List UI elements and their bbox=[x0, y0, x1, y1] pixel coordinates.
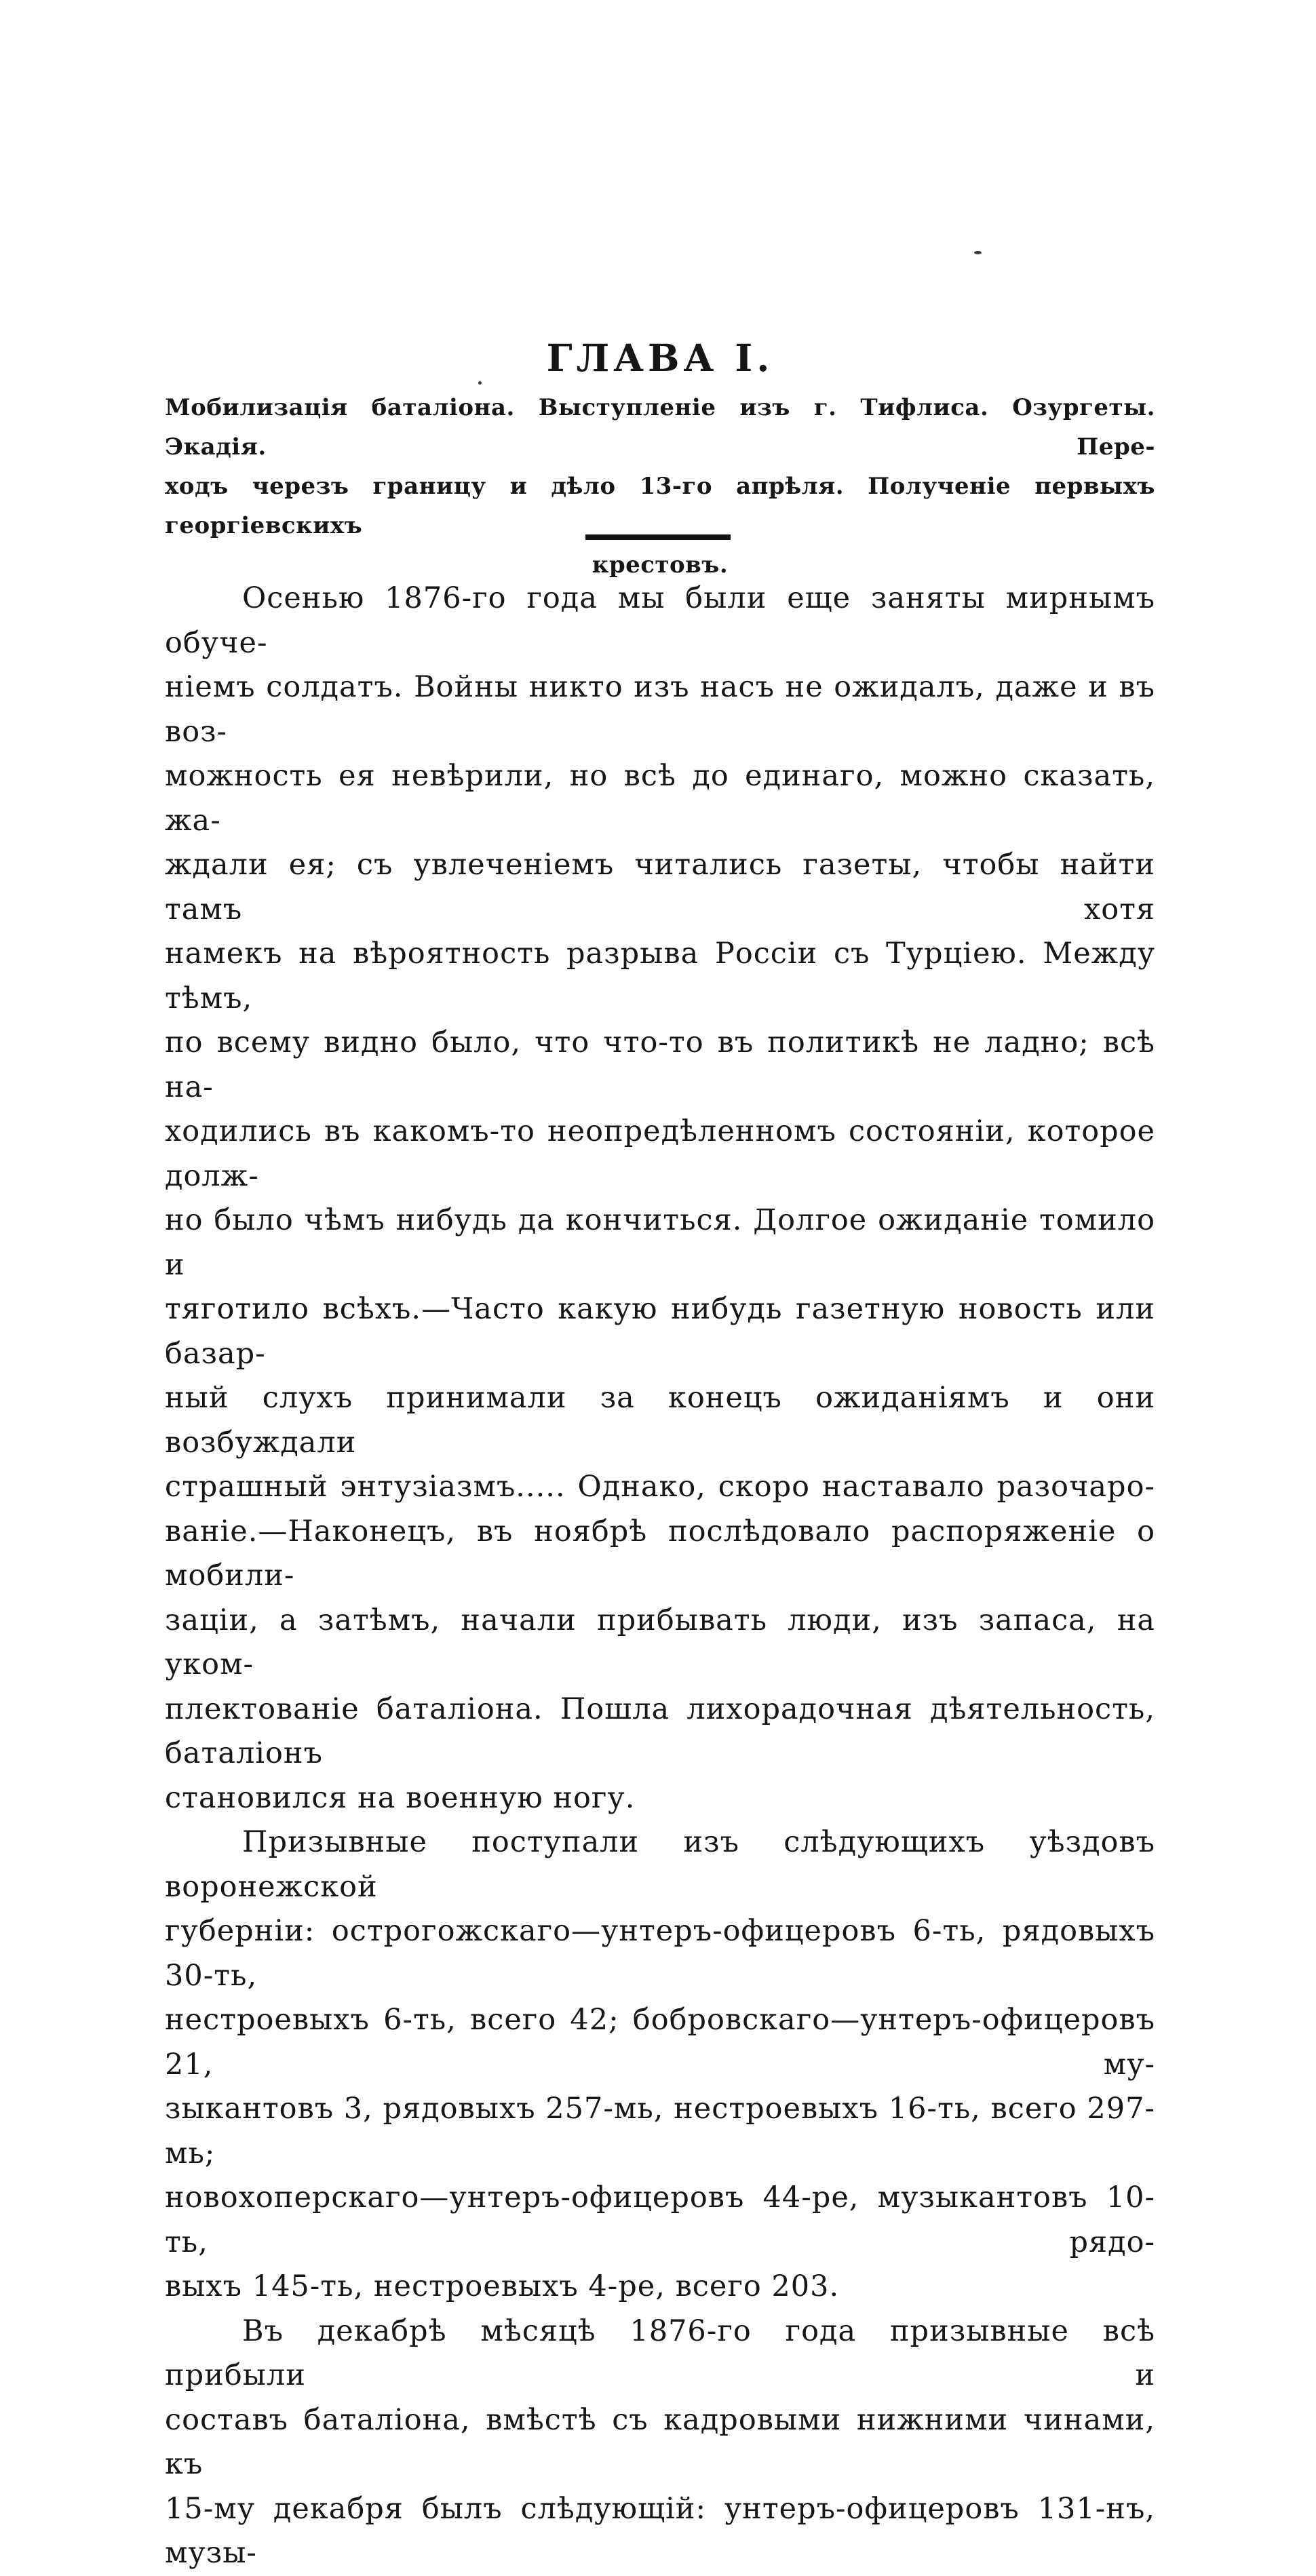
text-line: Осенью 1876-го года мы были еще заняты мирнымъ обуче- bbox=[165, 581, 1155, 660]
chapter-title: ГЛАВА I. bbox=[546, 336, 774, 380]
chapter-summary bbox=[165, 388, 1155, 585]
text-line: зыкантовъ 3, рядовыхъ 257-мь, нестроевыхъ 16-ть, всего 297-мь; bbox=[165, 2092, 1155, 2170]
text-line: Призывные поступали изъ слѣдующихъ уѣздовъ воронежской bbox=[165, 1825, 1155, 1904]
paragraph bbox=[165, 577, 1155, 1820]
summary-line: крестовъ. bbox=[592, 551, 729, 579]
section-divider-rule bbox=[585, 534, 731, 540]
text-line: но было чѣмъ нибудь да кончиться. Долгое ожиданіе томило и bbox=[165, 1203, 1155, 1282]
paragraph bbox=[165, 2309, 1155, 2576]
text-line: составъ баталіона, вмѣстѣ съ кадровыми нижними чинами, къ bbox=[165, 2402, 1155, 2481]
summary-line: ходъ черезъ границу и дѣло 13-го апрѣля. Полученіе первыхъ георгіевскихъ bbox=[165, 473, 1155, 539]
text-line: страшный энтузіазмъ..... Однако, скоро наставало разочаро- bbox=[165, 1470, 1155, 1504]
text-line: по всему видно было, что что-то въ политикѣ не ладно; всѣ на- bbox=[165, 1026, 1155, 1104]
scan-speck bbox=[974, 251, 982, 254]
text-line: можность ея невѣрили, но всѣ до единаго, можно сказать, жа- bbox=[165, 759, 1155, 838]
text-line: заціи, а затѣмъ, начали прибывать люди, изъ запаса, на уком- bbox=[165, 1603, 1155, 1681]
text-line: становился на военную ногу. bbox=[165, 1780, 636, 1815]
text-line: ніемъ солдатъ. Войны никто изъ насъ не ожидалъ, даже и въ воз- bbox=[165, 670, 1155, 749]
text-line: выхъ 145-ть, нестроевыхъ 4-ре, всего 203. bbox=[165, 2269, 840, 2303]
body-text bbox=[165, 577, 1155, 2576]
text-line: ждали ея; съ увлеченіемъ читались газеты, чтобы найти тамъ хотя bbox=[165, 848, 1155, 926]
text-line: 15-му декабря былъ слѣдующій: унтеръ-офицеровъ 131-нъ, музы- bbox=[165, 2491, 1155, 2570]
text-line: плектованіе баталіона. Пошла лихорадочная дѣятельность, баталіонъ bbox=[165, 1692, 1155, 1770]
paragraph bbox=[165, 1820, 1155, 2309]
text-line: нестроевыхъ 6-ть, всего 42; бобровскаго—унтеръ-офицеровъ 21, му- bbox=[165, 2003, 1155, 2082]
text-line: тяготило всѣхъ.—Часто какую нибудь газетную новость или базар- bbox=[165, 1292, 1155, 1371]
text-line: Въ декабрѣ мѣсяцѣ 1876-го года призывные всѣ прибыли и bbox=[165, 2314, 1155, 2392]
scan-speck bbox=[478, 381, 482, 385]
summary-line: Мобилизація баталіона. Выступленіе изъ г. Тифлиса. Озургеты. Экадія. Пере- bbox=[165, 394, 1155, 461]
text-line: ходились въ какомъ-то неопредѣленномъ состояніи, которое долж- bbox=[165, 1114, 1155, 1193]
text-line: ваніе.—Наконецъ, въ ноябрѣ послѣдовало распоряженіе о мобили- bbox=[165, 1514, 1155, 1593]
text-line: намекъ на вѣроятность разрыва Россіи съ Турціею. Между тѣмъ, bbox=[165, 937, 1155, 1015]
text-line: губерніи: острогожскаго—унтеръ-офицеровъ 6-ть, рядовыхъ 30-ть, bbox=[165, 1914, 1155, 1993]
text-line: ный слухъ принимали за конецъ ожиданіямъ и они возбуждали bbox=[165, 1381, 1155, 1460]
text-line: новохоперскаго—унтеръ-офицеровъ 44-ре, музыкантовъ 10-ть, рядо- bbox=[165, 2181, 1155, 2259]
